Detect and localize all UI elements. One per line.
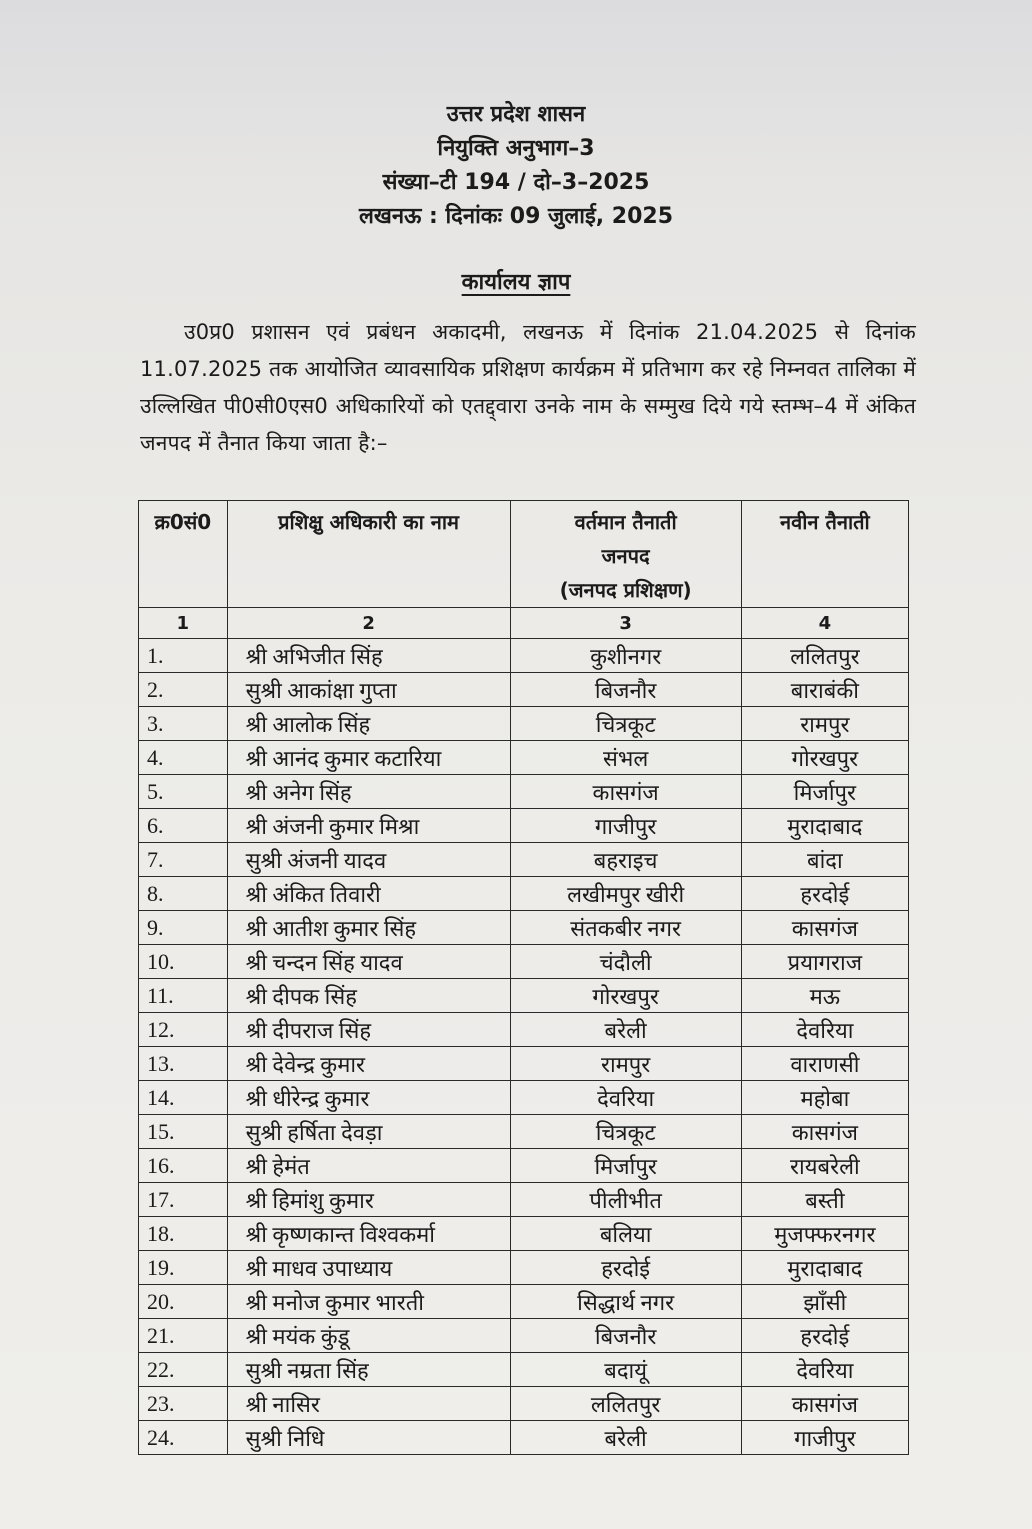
column-number-row xyxy=(139,608,909,639)
column-number: 1 xyxy=(139,608,228,639)
column-number: 3 xyxy=(510,608,741,639)
officer-name-cell: श्री मयंक कुंडू xyxy=(227,1319,510,1353)
officer-name-cell: श्री अंजनी कुमार मिश्रा xyxy=(227,809,510,843)
officer-name-cell: सुश्री अंजनी यादव xyxy=(227,843,510,877)
table-row xyxy=(139,911,909,945)
officer-name-cell: श्री माधव उपाध्याय xyxy=(227,1251,510,1285)
serial-number-cell: 13. xyxy=(139,1047,228,1081)
current-posting-cell: हरदोई xyxy=(510,1251,741,1285)
header-new-posting: नवीन तैनाती xyxy=(741,501,908,608)
table-row xyxy=(139,1319,909,1353)
serial-number-cell: 12. xyxy=(139,1013,228,1047)
current-posting-cell: चंदौली xyxy=(510,945,741,979)
new-posting-cell: रामपुर xyxy=(741,707,908,741)
government-name: उत्तर प्रदेश शासन xyxy=(446,102,586,127)
new-posting-cell: कासगंज xyxy=(741,911,908,945)
serial-number-cell: 17. xyxy=(139,1183,228,1217)
new-posting-cell: मिर्जापुर xyxy=(741,775,908,809)
serial-number-cell: 10. xyxy=(139,945,228,979)
posting-table xyxy=(138,500,909,1455)
new-posting-cell: झाँसी xyxy=(741,1285,908,1319)
officer-name-cell: श्री दीपक सिंह xyxy=(227,979,510,1013)
officer-name-cell: श्री हेमंत xyxy=(227,1149,510,1183)
current-posting-cell: बरेली xyxy=(510,1013,741,1047)
current-posting-cell: संभल xyxy=(510,741,741,775)
table-row xyxy=(139,1047,909,1081)
new-posting-cell: प्रयागराज xyxy=(741,945,908,979)
new-posting-cell: कासगंज xyxy=(741,1115,908,1149)
new-posting-cell: हरदोई xyxy=(741,1319,908,1353)
officer-name-cell: श्री हिमांशु कुमार xyxy=(227,1183,510,1217)
current-posting-cell: चित्रकूट xyxy=(510,1115,741,1149)
table-row xyxy=(139,1251,909,1285)
new-posting-cell: बांदा xyxy=(741,843,908,877)
current-posting-cell: बदायूं xyxy=(510,1353,741,1387)
table-header-row xyxy=(139,501,909,608)
serial-number-cell: 14. xyxy=(139,1081,228,1115)
officer-name-cell: श्री आतीश कुमार सिंह xyxy=(227,911,510,945)
column-number: 2 xyxy=(227,608,510,639)
current-posting-cell: मिर्जापुर xyxy=(510,1149,741,1183)
table-row xyxy=(139,843,909,877)
table-row xyxy=(139,1183,909,1217)
new-posting-cell: ललितपुर xyxy=(741,639,908,673)
current-posting-cell: बलिया xyxy=(510,1217,741,1251)
table-row xyxy=(139,809,909,843)
serial-number-cell: 15. xyxy=(139,1115,228,1149)
new-posting-cell: बस्ती xyxy=(741,1183,908,1217)
serial-number-cell: 22. xyxy=(139,1353,228,1387)
table-row xyxy=(139,1387,909,1421)
new-posting-cell: देवरिया xyxy=(741,1353,908,1387)
serial-number-cell: 6. xyxy=(139,809,228,843)
officer-name-cell: श्री देवेन्द्र कुमार xyxy=(227,1047,510,1081)
current-posting-cell: ललितपुर xyxy=(510,1387,741,1421)
new-posting-cell: देवरिया xyxy=(741,1013,908,1047)
table-row xyxy=(139,877,909,911)
serial-number-cell: 16. xyxy=(139,1149,228,1183)
new-posting-cell: बाराबंकी xyxy=(741,673,908,707)
table-row xyxy=(139,1217,909,1251)
serial-number-cell: 1. xyxy=(139,639,228,673)
new-posting-cell: मुरादाबाद xyxy=(741,809,908,843)
officer-name-cell: सुश्री नम्रता सिंह xyxy=(227,1353,510,1387)
new-posting-cell: मुजफ्फरनगर xyxy=(741,1217,908,1251)
officer-name-cell: श्री अनेग सिंह xyxy=(227,775,510,809)
serial-number-cell: 18. xyxy=(139,1217,228,1251)
serial-number-cell: 7. xyxy=(139,843,228,877)
body-paragraph: उ0प्र0 प्रशासन एवं प्रबंधन अकादमी, लखनऊ में दिनांक 21.04.2025 से दिनांक 11.07.2025 तक आयोजित व्यावसायिक प्रशिक्षण कार्यक्रम में प्रतिभाग कर रहे निम्नवत तालिका में उल्लिखित पी0सी0एस0 अधिकारियों को एतद्द्वारा उनके नाम के सम्मुख दिये गये स्तम्भ–4 में अंकित जनपद में तैनात किया जाता है:– xyxy=(140,320,916,455)
table-row xyxy=(139,1013,909,1047)
table-row xyxy=(139,775,909,809)
place-and-date: लखनऊ : दिनांकः 09 जुलाई, 2025 xyxy=(358,204,674,229)
table-row xyxy=(139,1421,909,1455)
current-posting-cell: चित्रकूट xyxy=(510,707,741,741)
new-posting-cell: महोबा xyxy=(741,1081,908,1115)
officer-name-cell: श्री चन्दन सिंह यादव xyxy=(227,945,510,979)
new-posting-cell: कासगंज xyxy=(741,1387,908,1421)
new-posting-cell: मऊ xyxy=(741,979,908,1013)
current-posting-cell: लखीमपुर खीरी xyxy=(510,877,741,911)
current-posting-cell: देवरिया xyxy=(510,1081,741,1115)
officer-name-cell: श्री दीपराज सिंह xyxy=(227,1013,510,1047)
memo-title: कार्यालय ज्ञाप xyxy=(461,270,571,295)
current-posting-cell: गोरखपुर xyxy=(510,979,741,1013)
officer-name-cell: श्री आलोक सिंह xyxy=(227,707,510,741)
column-number: 4 xyxy=(741,608,908,639)
current-posting-cell: कुशीनगर xyxy=(510,639,741,673)
new-posting-cell: गोरखपुर xyxy=(741,741,908,775)
officer-name-cell: सुश्री आकांक्षा गुप्ता xyxy=(227,673,510,707)
current-posting-cell: रामपुर xyxy=(510,1047,741,1081)
table-row xyxy=(139,673,909,707)
officer-name-cell: श्री नासिर xyxy=(227,1387,510,1421)
serial-number-cell: 8. xyxy=(139,877,228,911)
header-current-posting: वर्तमान तैनाती जनपद (जनपद प्रशिक्षण) xyxy=(510,501,741,608)
officer-name-cell: श्री अभिजीत सिंह xyxy=(227,639,510,673)
serial-number-cell: 3. xyxy=(139,707,228,741)
officer-name-cell: श्री आनंद कुमार कटारिया xyxy=(227,741,510,775)
serial-number-cell: 24. xyxy=(139,1421,228,1455)
new-posting-cell: वाराणसी xyxy=(741,1047,908,1081)
serial-number-cell: 2. xyxy=(139,673,228,707)
current-posting-cell: कासगंज xyxy=(510,775,741,809)
serial-number-cell: 9. xyxy=(139,911,228,945)
table-row xyxy=(139,1115,909,1149)
officer-name-cell: श्री धीरेन्द्र कुमार xyxy=(227,1081,510,1115)
officer-name-cell: श्री मनोज कुमार भारती xyxy=(227,1285,510,1319)
reference-number: संख्या–टी 194 / दो–3–2025 xyxy=(382,170,650,195)
table-row xyxy=(139,639,909,673)
current-posting-cell: सिद्धार्थ नगर xyxy=(510,1285,741,1319)
officer-name-cell: श्री कृष्णकान्त विश्वकर्मा xyxy=(227,1217,510,1251)
serial-number-cell: 23. xyxy=(139,1387,228,1421)
current-posting-cell: गाजीपुर xyxy=(510,809,741,843)
table-row xyxy=(139,1353,909,1387)
new-posting-cell: मुरादाबाद xyxy=(741,1251,908,1285)
table-row xyxy=(139,1285,909,1319)
serial-number-cell: 19. xyxy=(139,1251,228,1285)
table-row xyxy=(139,707,909,741)
header-officer-name: प्रशिक्षु अधिकारी का नाम xyxy=(227,501,510,608)
document-header xyxy=(0,98,1032,234)
table-row xyxy=(139,1081,909,1115)
current-posting-cell: पीलीभीत xyxy=(510,1183,741,1217)
serial-number-cell: 21. xyxy=(139,1319,228,1353)
table-row xyxy=(139,979,909,1013)
new-posting-cell: हरदोई xyxy=(741,877,908,911)
officer-name-cell: सुश्री निधि xyxy=(227,1421,510,1455)
officer-name-cell: श्री अंकित तिवारी xyxy=(227,877,510,911)
officer-name-cell: सुश्री हर्षिता देवड़ा xyxy=(227,1115,510,1149)
table-row xyxy=(139,741,909,775)
new-posting-cell: रायबरेली xyxy=(741,1149,908,1183)
serial-number-cell: 11. xyxy=(139,979,228,1013)
serial-number-cell: 20. xyxy=(139,1285,228,1319)
current-posting-cell: संतकबीर नगर xyxy=(510,911,741,945)
serial-number-cell: 5. xyxy=(139,775,228,809)
department-section: नियुक्ति अनुभाग–3 xyxy=(437,136,595,161)
serial-number-cell: 4. xyxy=(139,741,228,775)
new-posting-cell: गाजीपुर xyxy=(741,1421,908,1455)
current-posting-cell: बिजनौर xyxy=(510,673,741,707)
table-row xyxy=(139,945,909,979)
current-posting-cell: बिजनौर xyxy=(510,1319,741,1353)
header-serial: क्र0सं0 xyxy=(139,501,228,608)
table-row xyxy=(139,1149,909,1183)
current-posting-cell: बहराइच xyxy=(510,843,741,877)
current-posting-cell: बरेली xyxy=(510,1421,741,1455)
